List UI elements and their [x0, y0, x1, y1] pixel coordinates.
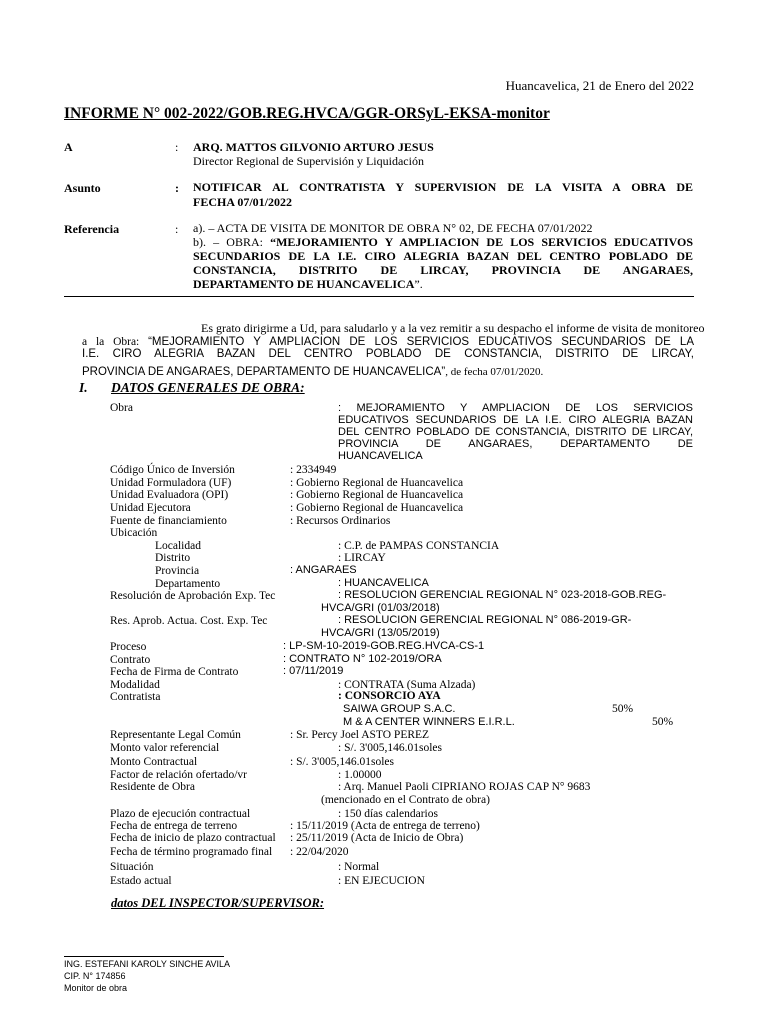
res-aprob-label: Resolución de Aprobación Exp. Tec [110, 590, 276, 602]
reference-colon: : [175, 222, 179, 236]
recipient-name: ARQ. MATTOS GILVONIO ARTURO JESUS [193, 140, 434, 154]
section-number: I. [79, 380, 88, 395]
localidad-label: Localidad [155, 540, 201, 552]
report-title: INFORME N° 002-2022/GOB.REG.HVCA/GGR-ORSyL-EKSA-monitor [64, 105, 550, 122]
localidad-value: : C.P. de PAMPAS CONSTANCIA [338, 540, 500, 552]
obra-line-1: : MEJORAMIENTO Y AMPLIACION DE LOS SERVICIOS [338, 402, 693, 414]
inicio-label: Fecha de inicio de plazo contractual [110, 832, 276, 844]
departamento-label: Departamento [155, 578, 221, 590]
intro-date: , de fecha 07/01/2020. [445, 366, 544, 378]
signatory-role: Monitor de obra [64, 983, 128, 993]
reference-a: a). – ACTA DE VISITA DE MONITOR DE OBRA N° 02, DE FECHA 07/01/2022 [193, 221, 593, 235]
situacion-value: : Normal [338, 861, 380, 873]
subject-line-2: FECHA 07/01/2022 [193, 195, 293, 209]
distrito-value: : LIRCAY [338, 552, 386, 564]
res-aprob-line-1: : RESOLUCION GERENCIAL REGIONAL N° 023-2018-GOB.REG- [338, 589, 667, 601]
reference-b-line-1 [193, 235, 693, 250]
inicio-value: : 25/11/2019 (Acta de Inicio de Obra) [290, 832, 464, 844]
reference-b-line-3: CONSTANCIA, DISTRITO DE LIRCAY, PROVINCIA DE ANGARAES, [193, 263, 693, 277]
provincia-label: Provincia [155, 565, 200, 577]
consortium-member-2: M & A CENTER WINNERS E.I.R.L. [343, 716, 515, 728]
monto-contractual-label: Monto Contractual [110, 756, 198, 768]
obra-label: Obra [110, 402, 133, 414]
intro-project-3: PROVINCIA DE ANGARAES, DEPARTAMENTO DE HUANCAVELICA” [82, 366, 446, 378]
situacion-label: Situación [110, 861, 154, 873]
codigo-value: : 2334949 [290, 464, 337, 476]
obra-line-3: DEL CENTRO POBLADO DE CONSTANCIA, DISTRITO DE LIRCAY, [338, 426, 693, 438]
ue-label: Unidad Ejecutora [110, 502, 191, 514]
obra-line-5: HUANCAVELICA [338, 450, 423, 462]
res-aprob-line-2: HVCA/GRI (01/03/2018) [321, 602, 440, 614]
factor-value: : 1.00000 [338, 769, 382, 781]
contrato-label: Contrato [110, 654, 151, 666]
estado-value: : EN EJECUCION [338, 875, 425, 887]
proceso-label: Proceso [110, 641, 147, 653]
representante-label: Representante Legal Común [110, 729, 241, 741]
contratista-value: : CONSORCIO AYA [338, 690, 441, 702]
intro-line-1: Es grato dirigirme a Ud, para saludarlo y a la vez remitir a su despacho el informe de visita de monitoreo [201, 321, 705, 335]
uf-value: : Gobierno Regional de Huancavelica [290, 477, 464, 489]
subject-label: Asunto [64, 181, 101, 195]
firma-value: : 07/11/2019 [283, 665, 344, 677]
signatory-name: ING. ESTEFANI KAROLY SINCHE AVILA [64, 959, 231, 969]
subject-line-1: NOTIFICAR AL CONTRATISTA Y SUPERVISION DE LA VISITA A OBRA DE [193, 180, 693, 194]
fuente-value: : Recursos Ordinarios [290, 515, 391, 527]
uf-label: Unidad Formuladora (UF) [110, 477, 232, 489]
proceso-value: : LP-SM-10-2019-GOB.REG.HVCA-CS-1 [283, 640, 485, 652]
consortium-member-2-share: 50% [652, 716, 674, 728]
residente-label: Residente de Obra [110, 781, 195, 793]
representante-value: : Sr. Percy Joel ASTO PEREZ [290, 729, 430, 741]
residente-note: (mencionado en el Contrato de obra) [321, 794, 490, 806]
termino-label: Fecha de término programado final [110, 846, 273, 858]
ue-value: : Gobierno Regional de Huancavelica [290, 502, 464, 514]
opi-value: : Gobierno Regional de Huancavelica [290, 489, 464, 501]
monto-contractual-value: : S/. 3'005,146.01soles [290, 756, 394, 768]
codigo-label: Código Único de Inversión [110, 464, 235, 476]
firma-label: Fecha de Firma de Contrato [110, 666, 239, 678]
modalidad-label: Modalidad [110, 679, 160, 691]
subject-colon: : [175, 181, 179, 195]
res-actua-label: Res. Aprob. Actua. Cost. Exp. Tec [110, 615, 268, 627]
reference-b-prefix: b). – OBRA: [193, 235, 271, 249]
entrega-label: Fecha de entrega de terreno [110, 820, 238, 832]
monto-referencial-label: Monto valor referencial [110, 742, 220, 754]
obra-line-2: EDUCATIVOS SECUNDARIOS DE LA I.E. CIRO ALEGRIA BAZAN [338, 414, 693, 426]
residente-value: : Arq. Manuel Paoli CIPRIANO ROJAS CAP N° 9683 [338, 781, 591, 793]
to-colon: : [175, 140, 179, 154]
consortium-member-1-share: 50% [612, 703, 634, 715]
inspector-heading: datos DEL INSPECTOR/SUPERVISOR: [111, 896, 325, 910]
factor-label: Factor de relación ofertado/vr [110, 769, 247, 781]
plazo-value: : 150 días calendarios [338, 808, 438, 820]
monto-referencial-value: : S/. 3'005,146.01soles [338, 742, 442, 754]
signature-line [64, 956, 224, 957]
section-title: DATOS GENERALES DE OBRA: [111, 380, 305, 395]
report-date: Huancavelica, 21 de Enero del 2022 [505, 78, 694, 93]
to-label: A [64, 140, 73, 154]
reference-b-end: ”. [414, 277, 423, 291]
ubicacion-label: Ubicación [110, 527, 158, 539]
signatory-cip: CIP. N° 174856 [64, 971, 126, 981]
fuente-label: Fuente de financiamiento [110, 515, 227, 527]
opi-label: Unidad Evaluadora (OPI) [110, 489, 229, 501]
obra-line-4: PROVINCIA DE ANGARAES, DEPARTAMENTO DE [338, 438, 693, 450]
consortium-member-1: SAIWA GROUP S.A.C. [343, 703, 456, 715]
res-actua-line-2: HVCA/GRI (13/05/2019) [321, 627, 440, 639]
intro-prefix: a la Obra: [82, 336, 149, 348]
termino-value: : 22/04/2020 [290, 846, 349, 858]
provincia-value: : ANGARAES [290, 564, 357, 576]
intro-line-4 [82, 362, 543, 380]
recipient-role: Director Regional de Supervisión y Liquidación [193, 154, 424, 168]
reference-b-line-4 [193, 277, 423, 292]
plazo-label: Plazo de ejecución contractual [110, 808, 251, 820]
reference-label: Referencia [64, 222, 120, 236]
intro-project-1: “MEJORAMIENTO Y AMPLIACION DE LOS SERVICIOS EDUCATIVOS SECUNDARIOS DE LA [148, 336, 694, 348]
entrega-value: : 15/11/2019 (Acta de entrega de terreno) [290, 820, 480, 832]
contratista-label: Contratista [110, 691, 161, 703]
intro-project-2: I.E. CIRO ALEGRIA BAZAN DEL CENTRO POBLADO DE CONSTANCIA, DISTRITO DE LIRCAY, [82, 348, 694, 360]
reference-b-line-2: SECUNDARIOS DE LA I.E. CIRO ALEGRIA BAZAN DEL CENTRO POBLADO DE [193, 249, 693, 263]
distrito-label: Distrito [155, 552, 191, 564]
header-divider [64, 296, 694, 297]
reference-b-text-1: “MEJORAMIENTO Y AMPLIACION DE LOS SERVICIOS EDUCATIVOS [270, 235, 693, 249]
reference-b-text-4: DEPARTAMENTO DE HUANCAVELICA [193, 277, 415, 291]
intro-line-2 [82, 334, 694, 349]
estado-label: Estado actual [110, 875, 172, 887]
contrato-value: : CONTRATO N° 102-2019/ORA [283, 653, 442, 665]
res-actua-line-1: : RESOLUCION GERENCIAL REGIONAL N° 086-2019-GR- [338, 614, 632, 626]
departamento-value: : HUANCAVELICA [338, 577, 429, 589]
modalidad-value: : CONTRATA (Suma Alzada) [338, 679, 476, 691]
